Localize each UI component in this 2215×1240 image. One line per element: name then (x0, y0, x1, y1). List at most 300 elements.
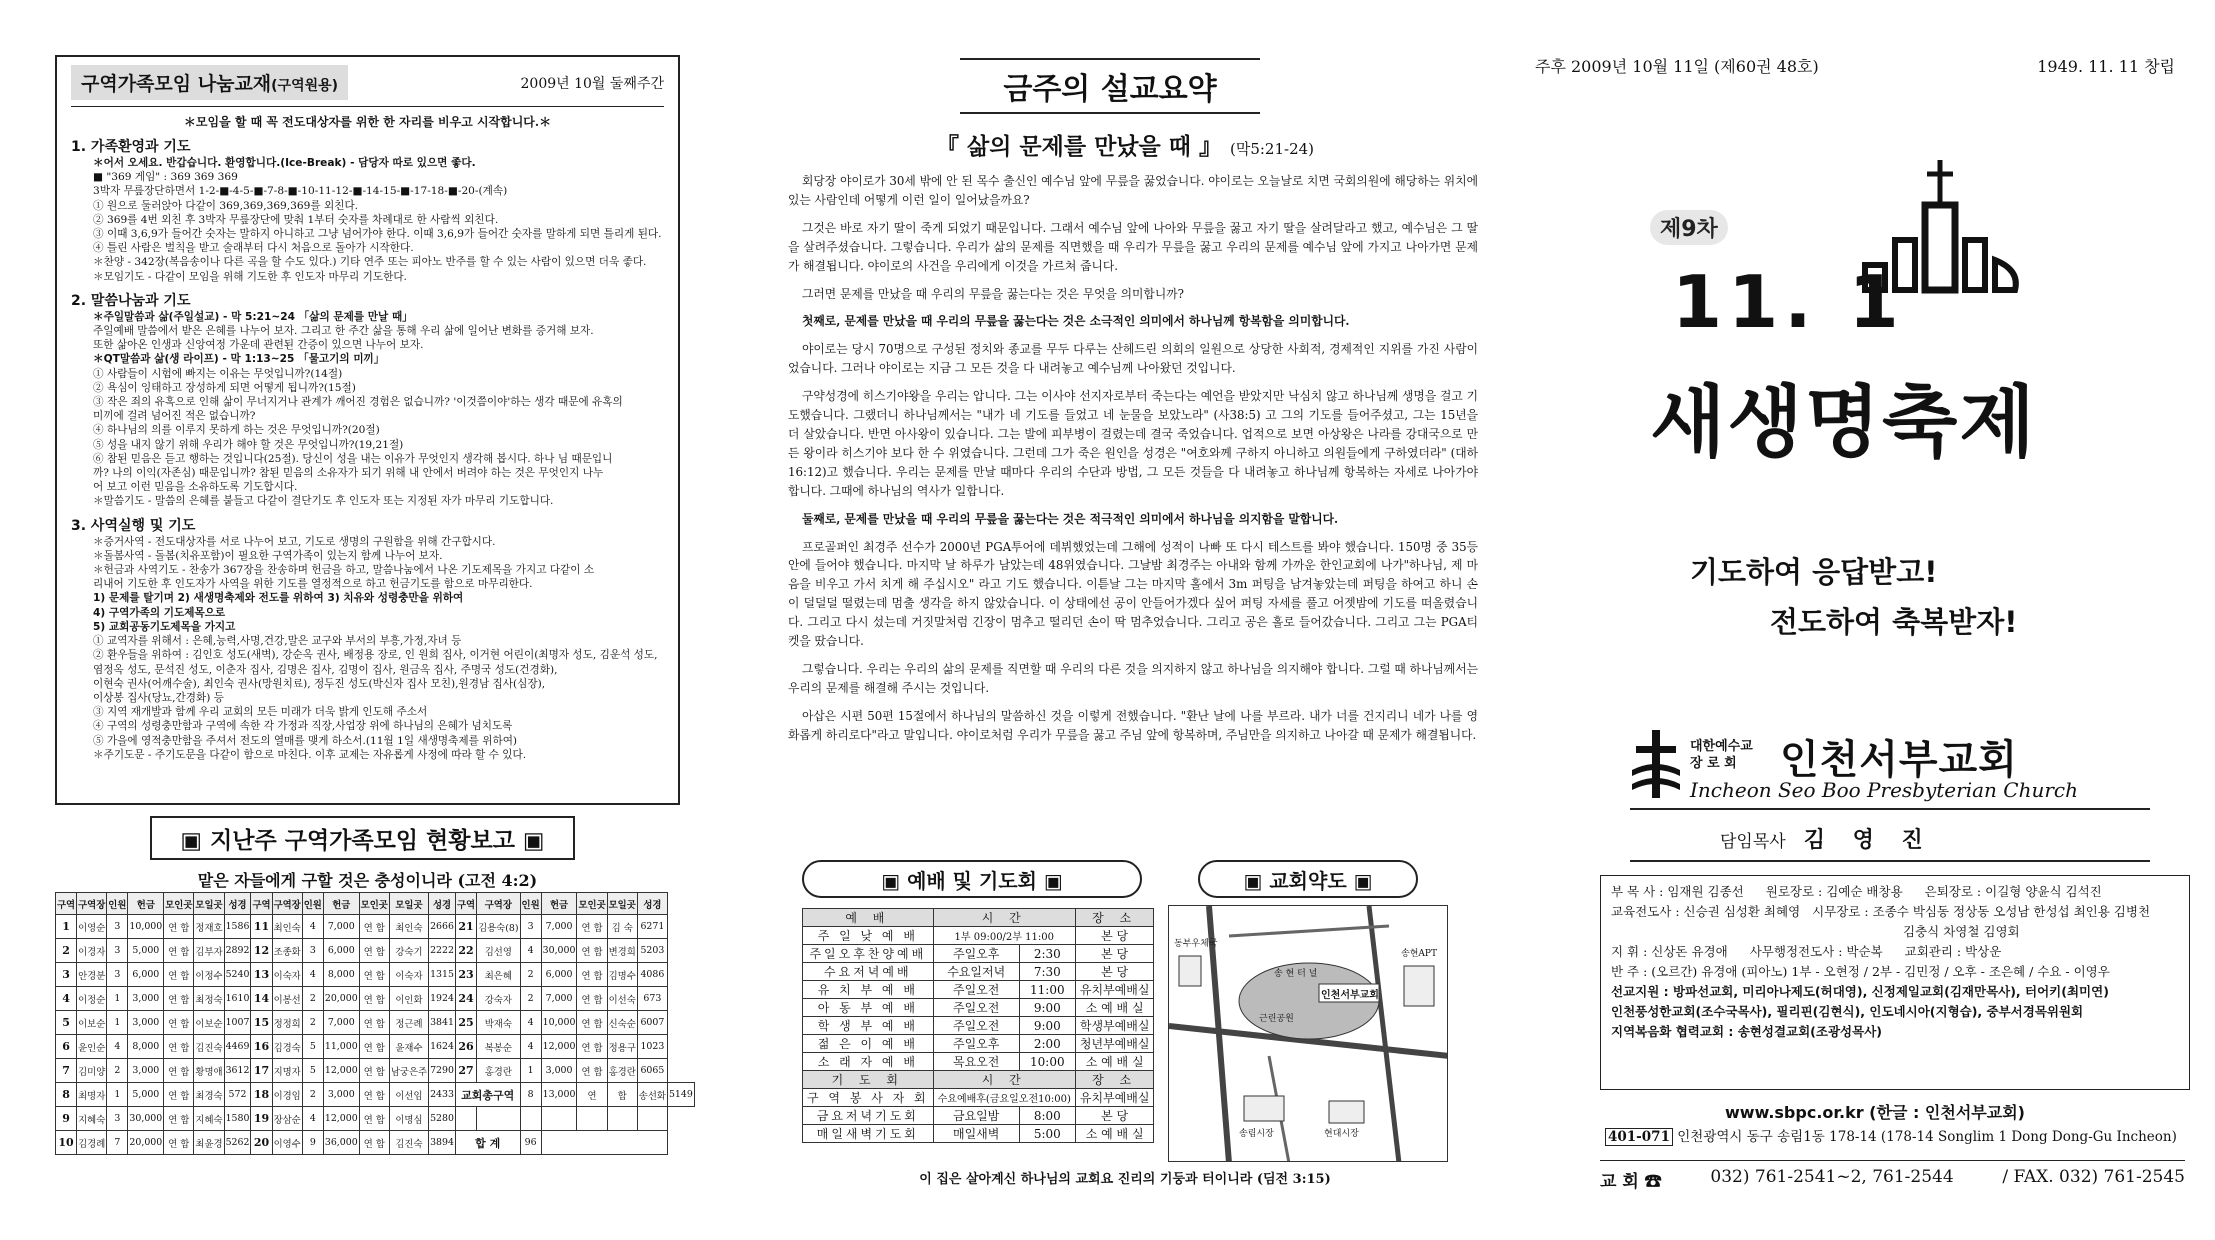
report-row (56, 1011, 695, 1035)
sermon-paragraph: 야이로는 당시 70명으로 구성된 정치와 종교를 무두 다루는 산헤드린 의회의 일원으로 상당한 사회적, 경제적인 지위를 가진 사람이었습니다. 그러나 야이로는 지금 그 모든 것을 다 내려놓고 예수님께 나아왔던 것입니다. (788, 342, 1478, 376)
study-box-header (71, 65, 664, 107)
report-cell: 3 (107, 963, 128, 987)
staff-row (1611, 982, 2179, 1002)
staff-cell: 지 휘 : 신상돈 유경애 (1611, 944, 1728, 959)
map-church-label: 인천서부교회 (1321, 990, 1379, 1001)
study-intro: ＊모임을 할 때 꼭 전도대상자를 위한 한 자리를 비우고 시작합니다.＊ (183, 115, 552, 129)
church-english-name: Incheon Seo Boo Presbyterian Church (1690, 778, 2078, 802)
report-cell: 673 (637, 987, 667, 1011)
report-cell: 이보순 (77, 1011, 107, 1035)
report-cell: 조종화 (272, 939, 302, 963)
report-cell: 26 (455, 1035, 476, 1059)
report-cell: 3,000 (541, 1059, 577, 1083)
report-cell (455, 1107, 476, 1131)
pastor-name: 김 영 진 (1803, 827, 1933, 853)
report-cell: 17 (251, 1059, 272, 1083)
report-cell: 2 (520, 987, 541, 1011)
report-cell: 연 합 (164, 1059, 194, 1083)
staff-row (1611, 1002, 2179, 1022)
study-line: ③ 지역 재개발과 함께 우리 교회의 모든 미래가 더욱 밝게 인도해 주소서 (93, 706, 428, 719)
worship-cell: 2:30 (1019, 945, 1075, 963)
report-cell: 5280 (429, 1107, 456, 1131)
sermon-body (788, 172, 1478, 754)
report-cell: 2892 (224, 939, 251, 963)
right-panel (1535, 0, 2215, 1240)
report-cell: 4 (302, 1107, 323, 1131)
report-cell: 21 (455, 915, 476, 939)
study-line: ＊증거사역 - 전도대상자를 서로 나누어 보고, 기도로 생명의 구원함을 위해 간구합시다. (93, 535, 496, 548)
worship-cell: 주일오후 (933, 945, 1019, 963)
staff-cell: 인천풍성한교회(조수국목사), 필리핀(김현식), 인도네시아(지형습), 중부서경목위원회 (1611, 1004, 2084, 1019)
report-cell: 정근례 (389, 1011, 428, 1035)
report-cell: 4 (107, 1035, 128, 1059)
sermon-title-text: 『 삶의 문제를 만났을 때 』 (935, 133, 1222, 160)
report-cell: 5240 (224, 963, 251, 987)
worship-cell: 본 당 (1075, 963, 1154, 981)
report-cell: 연 합 (577, 987, 607, 1011)
report-cell: 김경례 (77, 1131, 107, 1155)
report-cell: 1 (107, 1083, 128, 1107)
report-cell: 연 합 (577, 1011, 607, 1035)
fax-number: / FAX. 032) 761-2545 (2002, 1167, 2185, 1187)
festival-edition: 제9차 (1650, 210, 1728, 245)
report-header-cell: 모인곳 (359, 893, 389, 915)
report-row (56, 1035, 695, 1059)
worship-cell: 금요일밤 (933, 1107, 1019, 1125)
report-header-cell: 성경 (637, 893, 667, 915)
report-cell: 연 합 (164, 987, 194, 1011)
study-line: ＊헌금과 사역기도 - 찬송가 367장을 찬송하며 헌금을 하고, 말씀나눔에서 나온 기도제목을 가지고 다같이 소 (93, 564, 595, 577)
staff-cell: 원로장로 : 김예순 배창용 (1765, 884, 1903, 899)
report-header-cell: 구역 (56, 893, 77, 915)
report-cell: 연 합 (164, 1107, 194, 1131)
map-title: ▣ 교회약도 ▣ (1198, 860, 1418, 898)
report-cell: 이경자 (77, 939, 107, 963)
festival-date: 11. 1 (1672, 260, 1905, 344)
study-title-text: 구역가족모임 나눔교재 (81, 73, 272, 95)
report-cell: 연 합 (359, 1131, 389, 1155)
worship-cell: 주일오후찬양예배 (803, 945, 934, 963)
report-cell: 8,000 (128, 1035, 164, 1059)
study-line: ① 사람들이 시험에 빠지는 이유는 무엇입니까?(14절) (93, 367, 343, 380)
report-cell: 이영순 (77, 915, 107, 939)
report-cell: 4 (520, 1011, 541, 1035)
staff-row (1611, 1022, 2179, 1042)
report-cell: 김선영 (477, 939, 520, 963)
report-cell: 이인화 (389, 987, 428, 1011)
report-cell: 5203 (637, 939, 667, 963)
worship-cell: 수요저녁예배 (803, 963, 934, 981)
worship-cell: 목요오전 (933, 1053, 1019, 1071)
report-header-cell: 구역장 (272, 893, 302, 915)
report-cell: 1 (520, 1059, 541, 1083)
report-cell: 연 (577, 1083, 607, 1107)
report-cell: 30,000 (541, 939, 577, 963)
tel-number: 032) 761-2541~2, 761-2544 (1710, 1167, 1954, 1187)
address-text: 인천광역시 동구 송림1동 178-14 (178-14 Songlim 1 Dong Dong-Gu Incheon) (1677, 1129, 2177, 1145)
staff-box (1600, 875, 2190, 1090)
report-cell: 6065 (637, 1059, 667, 1083)
worship-cell: 주일오전 (933, 981, 1019, 999)
study-line: 염정옥 성도, 문석진 성도, 이춘자 집사, 김명은 집사, 김명이 집사, 원금옥 집사, 주명국 성도(건경화), (93, 663, 558, 676)
address (1605, 1125, 2177, 1145)
sermon-paragraph: 둘째로, 문제를 만났을 때 우리의 무릎을 꿇는다는 것은 적극적인 의미에서 하나님을 의지함을 말합니다. (802, 511, 1339, 526)
founded-date: 1949. 11. 11 창립 (2037, 57, 2175, 76)
report-cell: 12,000 (541, 1035, 577, 1059)
report-cell: 김진숙 (194, 1035, 224, 1059)
sermon-title (760, 128, 1490, 161)
worship-row (803, 1053, 1154, 1071)
report-cell: 최경숙 (194, 1083, 224, 1107)
map-station-label: 송 현 터 널 (1274, 969, 1318, 979)
worship-cell: 소 예 배 실 (1075, 1053, 1154, 1071)
map-post-label: 동부우체국 (1174, 939, 1218, 949)
staff-cell: 김충식 차영철 김영회 (1903, 924, 2020, 939)
report-cell: 김부자 (194, 939, 224, 963)
staff-cell: 교육전도사 : 신승권 심성환 최혜영 (1611, 904, 1801, 919)
worship-cell: 11:00 (1019, 981, 1075, 999)
report-header-cell: 성경 (429, 893, 456, 915)
report-header-cell: 성경 (224, 893, 251, 915)
report-cell: 2 (56, 939, 77, 963)
report-cell: 3,000 (128, 1011, 164, 1035)
report-cell: 22 (455, 939, 476, 963)
report-cell: 5149 (667, 1083, 694, 1107)
report-cell: 변경희 (607, 939, 637, 963)
worship-cell: 2:00 (1019, 1035, 1075, 1053)
study-line: ④ 틀린 사람은 벌칙을 받고 술래부터 다시 처음으로 돌아가 시작한다. (93, 242, 414, 255)
worship-row (803, 1089, 1154, 1107)
study-line: ＊말씀기도 - 말씀의 은혜를 붙들고 다같이 결단기도 후 인도자 또는 지정된 자가 마무리 기도합니다. (93, 495, 554, 508)
report-cell: 10,000 (541, 1011, 577, 1035)
study-line: ① 교역자를 위해서 : 은혜,능력,사명,건강,말은 교구와 부서의 부흥,가정,자녀 등 (93, 635, 462, 648)
staff-cell: 은퇴장로 : 이길형 양윤식 김석진 (1924, 884, 2102, 899)
report-row (56, 1083, 695, 1107)
section-title: 3. 사역실행 및 기도 (71, 517, 196, 534)
issue-date-line (1535, 54, 2175, 77)
report-cell: 7,000 (323, 1011, 359, 1035)
report-cell: 4086 (637, 963, 667, 987)
report-header-cell: 구역 (251, 893, 272, 915)
report-cell: 8,000 (323, 963, 359, 987)
tel-label: 교 회 ☎ (1600, 1172, 1662, 1192)
report-cell: 이정순 (77, 987, 107, 1011)
worship-cell: 주일오후 (933, 1035, 1019, 1053)
church-name: 인천서부교회 (1780, 737, 2018, 783)
report-cell: 1586 (224, 915, 251, 939)
study-line: ④ 하나님의 의를 이루지 못하게 하는 것은 무엇입니까?(20절) (93, 424, 380, 437)
prayer-header-cell: 기 도 회 (803, 1071, 934, 1089)
map-park-label: 근린공원 (1259, 1014, 1294, 1024)
report-cell: 3 (107, 1107, 128, 1131)
worship-cell: 청년부예배실 (1075, 1035, 1154, 1053)
worship-cell: 수요예배후(금요일오전10:00) (933, 1089, 1075, 1107)
report-cell: 3 (302, 939, 323, 963)
report-cell: 강숙기 (389, 939, 428, 963)
report-cell: 최인숙 (272, 915, 302, 939)
report-cell: 2 (302, 1083, 323, 1107)
divider (1630, 860, 2150, 862)
report-cell: 7,000 (323, 915, 359, 939)
report-cell: 14 (251, 987, 272, 1011)
report-cell: 정재호 (194, 915, 224, 939)
report-cell: 13,000 (541, 1083, 577, 1107)
prayer-header-cell: 장 소 (1075, 1071, 1154, 1089)
report-header-cell: 헌금 (541, 893, 577, 915)
study-line: ＊어서 오세요. 반갑습니다. 환영합니다.(Ice-Break) - 담당자 따로 있으면 좋다. (93, 157, 476, 169)
report-cell: 12,000 (323, 1107, 359, 1131)
left-panel (0, 0, 700, 1240)
report-cell: 이숙자 (389, 963, 428, 987)
study-line: ② 환우들을 위하여 : 김인호 성도(새벽), 강순옥 권사, 배정용 장로, 인 원희 집사, 이거현 어린이(최명자 성도, 김운석 성도, (93, 649, 658, 662)
study-sections (71, 136, 664, 762)
study-line: ② 욕심이 잉태하고 장성하게 되면 어떻게 됩니까?(15절) (93, 381, 356, 394)
study-line: 또한 삶아온 인생과 신앙여정 가운데 관련된 간증이 있으면 나누어 보자. (93, 339, 424, 352)
cell-report-table (55, 892, 695, 1155)
report-cell (541, 1131, 667, 1155)
report-row (56, 987, 695, 1011)
staff-row (1611, 922, 2179, 942)
pastor-label: 담임목사 (1720, 832, 1786, 852)
report-cell: 7290 (429, 1059, 456, 1083)
report-cell: 정정희 (272, 1011, 302, 1035)
study-line: 5) 교회공동기도제목을 가지고 (93, 620, 236, 633)
report-cell: 3,000 (128, 1059, 164, 1083)
report-cell: 연 합 (577, 939, 607, 963)
report-cell: 10,000 (128, 915, 164, 939)
report-cell: 12,000 (323, 1059, 359, 1083)
report-cell: 20 (251, 1131, 272, 1155)
sermon-paragraph: 구약성경에 히스기야왕을 우리는 압니다. 그는 이사야 선지자로부터 죽는다는 예언을 받았지만 낙심치 않고 하나님께 생명을 걸고 기도했습니다. 그랬더니 하나님께서는 "내가 네 기도를 들었고 네 눈물을 보았노라" (사38:5) 고 그의 기도를 들어주셨고, 그는 15년을 더 살았습니다. 반면 아사왕이 있습니다. 그는 발에 피부병이 걸렸는데 결국 죽었습니다. 업적으로 보면 아상왕은 나라를 강대국으로 만든 왕이라 히스기야 보다 한 수 위였습니다. 그런데 그가 죽은 원인을 성경은 "여호와께 구하지 아니하고 의원들에게 구하였더라" (대하16:12)고 했습니다. 우리는 문제를 만날 때마다 우리의 수단과 방법, 그 모든 것들을 다 내려놓고 하나님께 항복하는 자세로 나아가야 합니다. 그때에 하나님의 역사가 일합니다. (788, 389, 1478, 498)
report-row (56, 1131, 695, 1155)
report-cell: 20,000 (128, 1131, 164, 1155)
report-header-cell: 모인곳 (164, 893, 194, 915)
staff-row (1611, 962, 2179, 982)
sermon-scripture-ref: (막5:21-24) (1229, 140, 1315, 158)
report-cell: 박재숙 (477, 1011, 520, 1035)
report-cell: 송선화 (637, 1083, 667, 1107)
church-map (1168, 905, 1448, 1162)
report-cell: 30,000 (128, 1107, 164, 1131)
report-cell: 27 (455, 1059, 476, 1083)
report-cell: 5 (302, 1059, 323, 1083)
report-cell: 이선숙 (607, 987, 637, 1011)
report-cell: 1 (107, 987, 128, 1011)
worship-row (803, 1107, 1154, 1125)
report-cell: 연 합 (359, 915, 389, 939)
report-cell (520, 1107, 541, 1131)
report-cell: 연 합 (359, 1107, 389, 1131)
report-title: ▣ 지난주 구역가족모임 현황보고 ▣ (150, 816, 575, 860)
report-cell: 지혜숙 (194, 1107, 224, 1131)
denomination-line-1: 대한예수교 (1690, 739, 1753, 754)
prayer-header-row (803, 1071, 1154, 1089)
staff-cell: 시무장로 : 조종수 박심동 정상동 오성남 한성섭 최인용 김병천 (1812, 904, 2151, 919)
section-title: 1. 가족환영과 기도 (71, 139, 191, 155)
staff-cell: 부 목 사 : 임재원 김종선 (1611, 884, 1744, 899)
report-cell: 김 숙 (607, 915, 637, 939)
slogan-1: 기도하여 응답받고! (1690, 555, 1938, 589)
report-cell: 지혜숙 (77, 1107, 107, 1131)
report-cell: 2 (302, 987, 323, 1011)
worship-schedule-table (802, 908, 1154, 1143)
worship-cell: 9:00 (1019, 999, 1075, 1017)
report-cell: 연 합 (359, 939, 389, 963)
report-cell: 2 (107, 1059, 128, 1083)
report-cell: 교회총구역 (455, 1083, 520, 1107)
study-line: 까? 나의 이익(자존심) 때문입니까? 참된 믿음의 소유자가 되기 위해 내 안에서 버려야 하는 것은 무엇인지 나누 (93, 467, 604, 480)
report-cell: 2666 (429, 915, 456, 939)
report-cell: 7 (107, 1131, 128, 1155)
report-cell: 6007 (637, 1011, 667, 1035)
study-line: ＊주기도문 - 주기도문을 다같이 함으로 마친다. 이후 교제는 자유롭게 사정에 따라 할 수 있다. (93, 748, 527, 761)
worship-cell: 유치부예배실 (1075, 1089, 1154, 1107)
report-cell: 연 합 (577, 1035, 607, 1059)
worship-cell: 소 예 배 실 (1075, 1125, 1154, 1143)
worship-row (803, 963, 1154, 981)
report-header-cell: 모일곳 (607, 893, 637, 915)
report-cell: 1315 (429, 963, 456, 987)
report-cell: 1580 (224, 1107, 251, 1131)
study-line: ③ 이때 3,6,9가 들어간 숫자는 말하지 아니하고 그냥 넘어가야 한다. 이때 3,6,9가 들어간 숫자를 말하게 되면 틀리게 된다. (93, 228, 662, 241)
report-cell: 15 (251, 1011, 272, 1035)
church-logo-icon (1630, 730, 1682, 798)
worship-cell: 소 예 배 실 (1075, 999, 1154, 1017)
worship-row (803, 981, 1154, 999)
middle-panel (760, 0, 1490, 1240)
report-cell: 5 (56, 1011, 77, 1035)
report-cell: 합 (607, 1083, 637, 1107)
study-box-date: 2009년 10월 둘째주간 (520, 75, 664, 92)
report-cell (541, 1107, 577, 1131)
report-cell: 김용숙(8) (477, 915, 520, 939)
report-cell: 1007 (224, 1011, 251, 1035)
worship-title: ▣ 예배 및 기도회 ▣ (802, 860, 1142, 898)
report-cell: 96 (520, 1131, 541, 1155)
report-cell: 1 (56, 915, 77, 939)
worship-row (803, 1035, 1154, 1053)
study-line: 1) 문제를 탈기며 2) 새생명축제와 전도를 위하여 3) 치유와 성령충만을 위하여 (93, 592, 464, 605)
report-cell: 황명애 (194, 1059, 224, 1083)
report-header-cell: 인원 (520, 893, 541, 915)
report-cell: 4469 (224, 1035, 251, 1059)
festival-banner (1650, 160, 2120, 480)
study-line: 3박자 무릎장단하면서 1-2-■-4-5-■-7-8-■-10-11-12-■-14-15-■-17-18-■-20-(계속) (93, 185, 508, 198)
study-line: 이현숙 권사(어깨수술), 최인숙 권사(망원치료), 정두진 성도(박신자 집사 모친),원경남 집사(심장), (93, 677, 546, 690)
report-cell: 최명자 (77, 1083, 107, 1107)
report-cell: 16 (251, 1035, 272, 1059)
report-cell: 6271 (637, 915, 667, 939)
report-cell: 7,000 (541, 987, 577, 1011)
map-market-label: 송림시장 (1239, 1129, 1274, 1139)
study-line: ⑥ 참된 믿음은 듣고 행하는 것입니다(25절). 당신이 성을 내는 이유가 무엇인지 생각해 봅시다. 하나 님 때문입니 (93, 452, 613, 465)
study-line: 어 보고 이런 믿음을 소유하도록 기도합시다. (93, 481, 298, 494)
study-title-sub: (구역원용) (271, 78, 339, 94)
report-cell: 3 (107, 939, 128, 963)
report-cell: 3894 (429, 1131, 456, 1155)
report-cell: 강숙자 (477, 987, 520, 1011)
map-tower-label: 현대시장 (1324, 1129, 1359, 1139)
worship-cell: 매일새벽기도회 (803, 1125, 934, 1143)
contact-line (1600, 1160, 2185, 1192)
worship-cell: 7:30 (1019, 963, 1075, 981)
report-cell: 23 (455, 963, 476, 987)
worship-cell: 주 일 낮 예 배 (803, 927, 934, 945)
report-header-cell: 인원 (107, 893, 128, 915)
worship-cell: 본 당 (1075, 945, 1154, 963)
report-cell: 최윤경 (194, 1131, 224, 1155)
website-link[interactable]: www.sbpc.or.kr (한글 : 인천서부교회) (1725, 1103, 2025, 1122)
study-line: ⑤ 가을에 영적충만함을 주셔서 전도의 열매를 맺게 하소서.(11월 1일 새생명축제를 위하여) (93, 734, 518, 747)
report-header-cell: 모일곳 (389, 893, 428, 915)
report-cell: 3,000 (323, 1083, 359, 1107)
study-line: ＊모임기도 - 다같이 모임을 위해 기도한 후 인도자 마무리 기도한다. (93, 270, 407, 283)
report-header-cell: 구역장 (477, 893, 520, 915)
worship-cell: 유 치 부 예 배 (803, 981, 934, 999)
report-cell: 3 (107, 915, 128, 939)
staff-row (1611, 942, 2179, 962)
staff-row (1611, 902, 2179, 922)
staff-cell (1611, 922, 1881, 942)
study-line: 리내어 기도한 후 인도자가 사역을 위한 기도를 열정적으로 하고 헌금기도를 함으로 마무리한다. (93, 578, 533, 591)
study-line: ③ 작은 죄의 유혹으로 인해 삶이 무너지거나 관계가 깨어진 경험은 없습니까? '이것쯤이야'하는 생각 때문에 유혹의 (93, 396, 623, 409)
report-cell: 이정수 (194, 963, 224, 987)
report-cell: 19 (251, 1107, 272, 1131)
report-cell: 최은혜 (477, 963, 520, 987)
report-row (56, 1107, 695, 1131)
report-cell: 최인숙 (389, 915, 428, 939)
report-cell: 1 (107, 1011, 128, 1035)
report-cell: 연 합 (359, 1011, 389, 1035)
sermon-paragraph: 그러면 문제를 만났을 때 우리의 무릎을 꿇는다는 것은 무엇을 의미합니까? (802, 286, 1184, 301)
report-cell: 연 합 (164, 915, 194, 939)
report-verse: 맡은 자들에게 구할 것은 충성이니라 (고전 4:2) (197, 871, 538, 890)
report-cell: 김명수 (607, 963, 637, 987)
report-header-cell: 구역장 (77, 893, 107, 915)
worship-cell: 10:00 (1019, 1053, 1075, 1071)
report-cell: 6 (56, 1035, 77, 1059)
report-cell: 김미양 (77, 1059, 107, 1083)
report-cell: 연 합 (577, 1059, 607, 1083)
staff-cell: 반 주 : (오르간) 유경애 (피아노) 1부 - 오현정 / 2부 - 김민정 / 오후 - 조은혜 / 수요 - 이영우 (1611, 964, 2110, 979)
report-cell: 3612 (224, 1059, 251, 1083)
report-cell (477, 1107, 520, 1131)
worship-header-cell: 장 소 (1075, 909, 1154, 927)
report-cell: 장삼순 (272, 1107, 302, 1131)
report-cell: 연 합 (359, 1035, 389, 1059)
staff-cell: 선교지원 : 방파선교회, 미리아나제도(허대영), 신정제일교회(김재만목사), 터어키(최미연) (1611, 984, 2109, 999)
report-cell: 홍경란 (477, 1059, 520, 1083)
report-cell: 5 (302, 1035, 323, 1059)
report-cell: 4 (520, 1035, 541, 1059)
report-cell: 정용구 (607, 1035, 637, 1059)
study-line: ④ 구역의 성령충만함과 구역에 속한 각 가정과 직장,사업장 위에 하나님의 은혜가 넘치도록 (93, 720, 513, 733)
worship-cell: 1부 09:00/2부 11:00 (933, 927, 1075, 945)
report-cell (577, 1107, 607, 1131)
report-cell: 9 (56, 1107, 77, 1131)
worship-cell: 5:00 (1019, 1125, 1075, 1143)
report-cell: 6,000 (323, 939, 359, 963)
report-cell: 3 (56, 963, 77, 987)
senior-pastor (1720, 823, 1933, 854)
worship-cell: 젊 은 이 예 배 (803, 1035, 934, 1053)
report-cell: 연 합 (164, 963, 194, 987)
sermon-paragraph: 아삽은 시편 50편 15절에서 하나님의 말씀하신 것을 이렇게 전했습니다. "환난 날에 나를 부르라. 내가 너를 건지리니 네가 나를 영화롭게 하리로다"라고 말입니다. 야이로처럼 우리가 무릎을 꿇고 주님 앞에 항복하며, 주님만을 의지하고 나아갈 때 문제가 해결됩니다. (788, 708, 1478, 742)
report-cell: 6,000 (128, 963, 164, 987)
worship-cell: 유치부예배실 (1075, 981, 1154, 999)
report-cell: 13 (251, 963, 272, 987)
worship-header-cell: 시 간 (933, 909, 1075, 927)
